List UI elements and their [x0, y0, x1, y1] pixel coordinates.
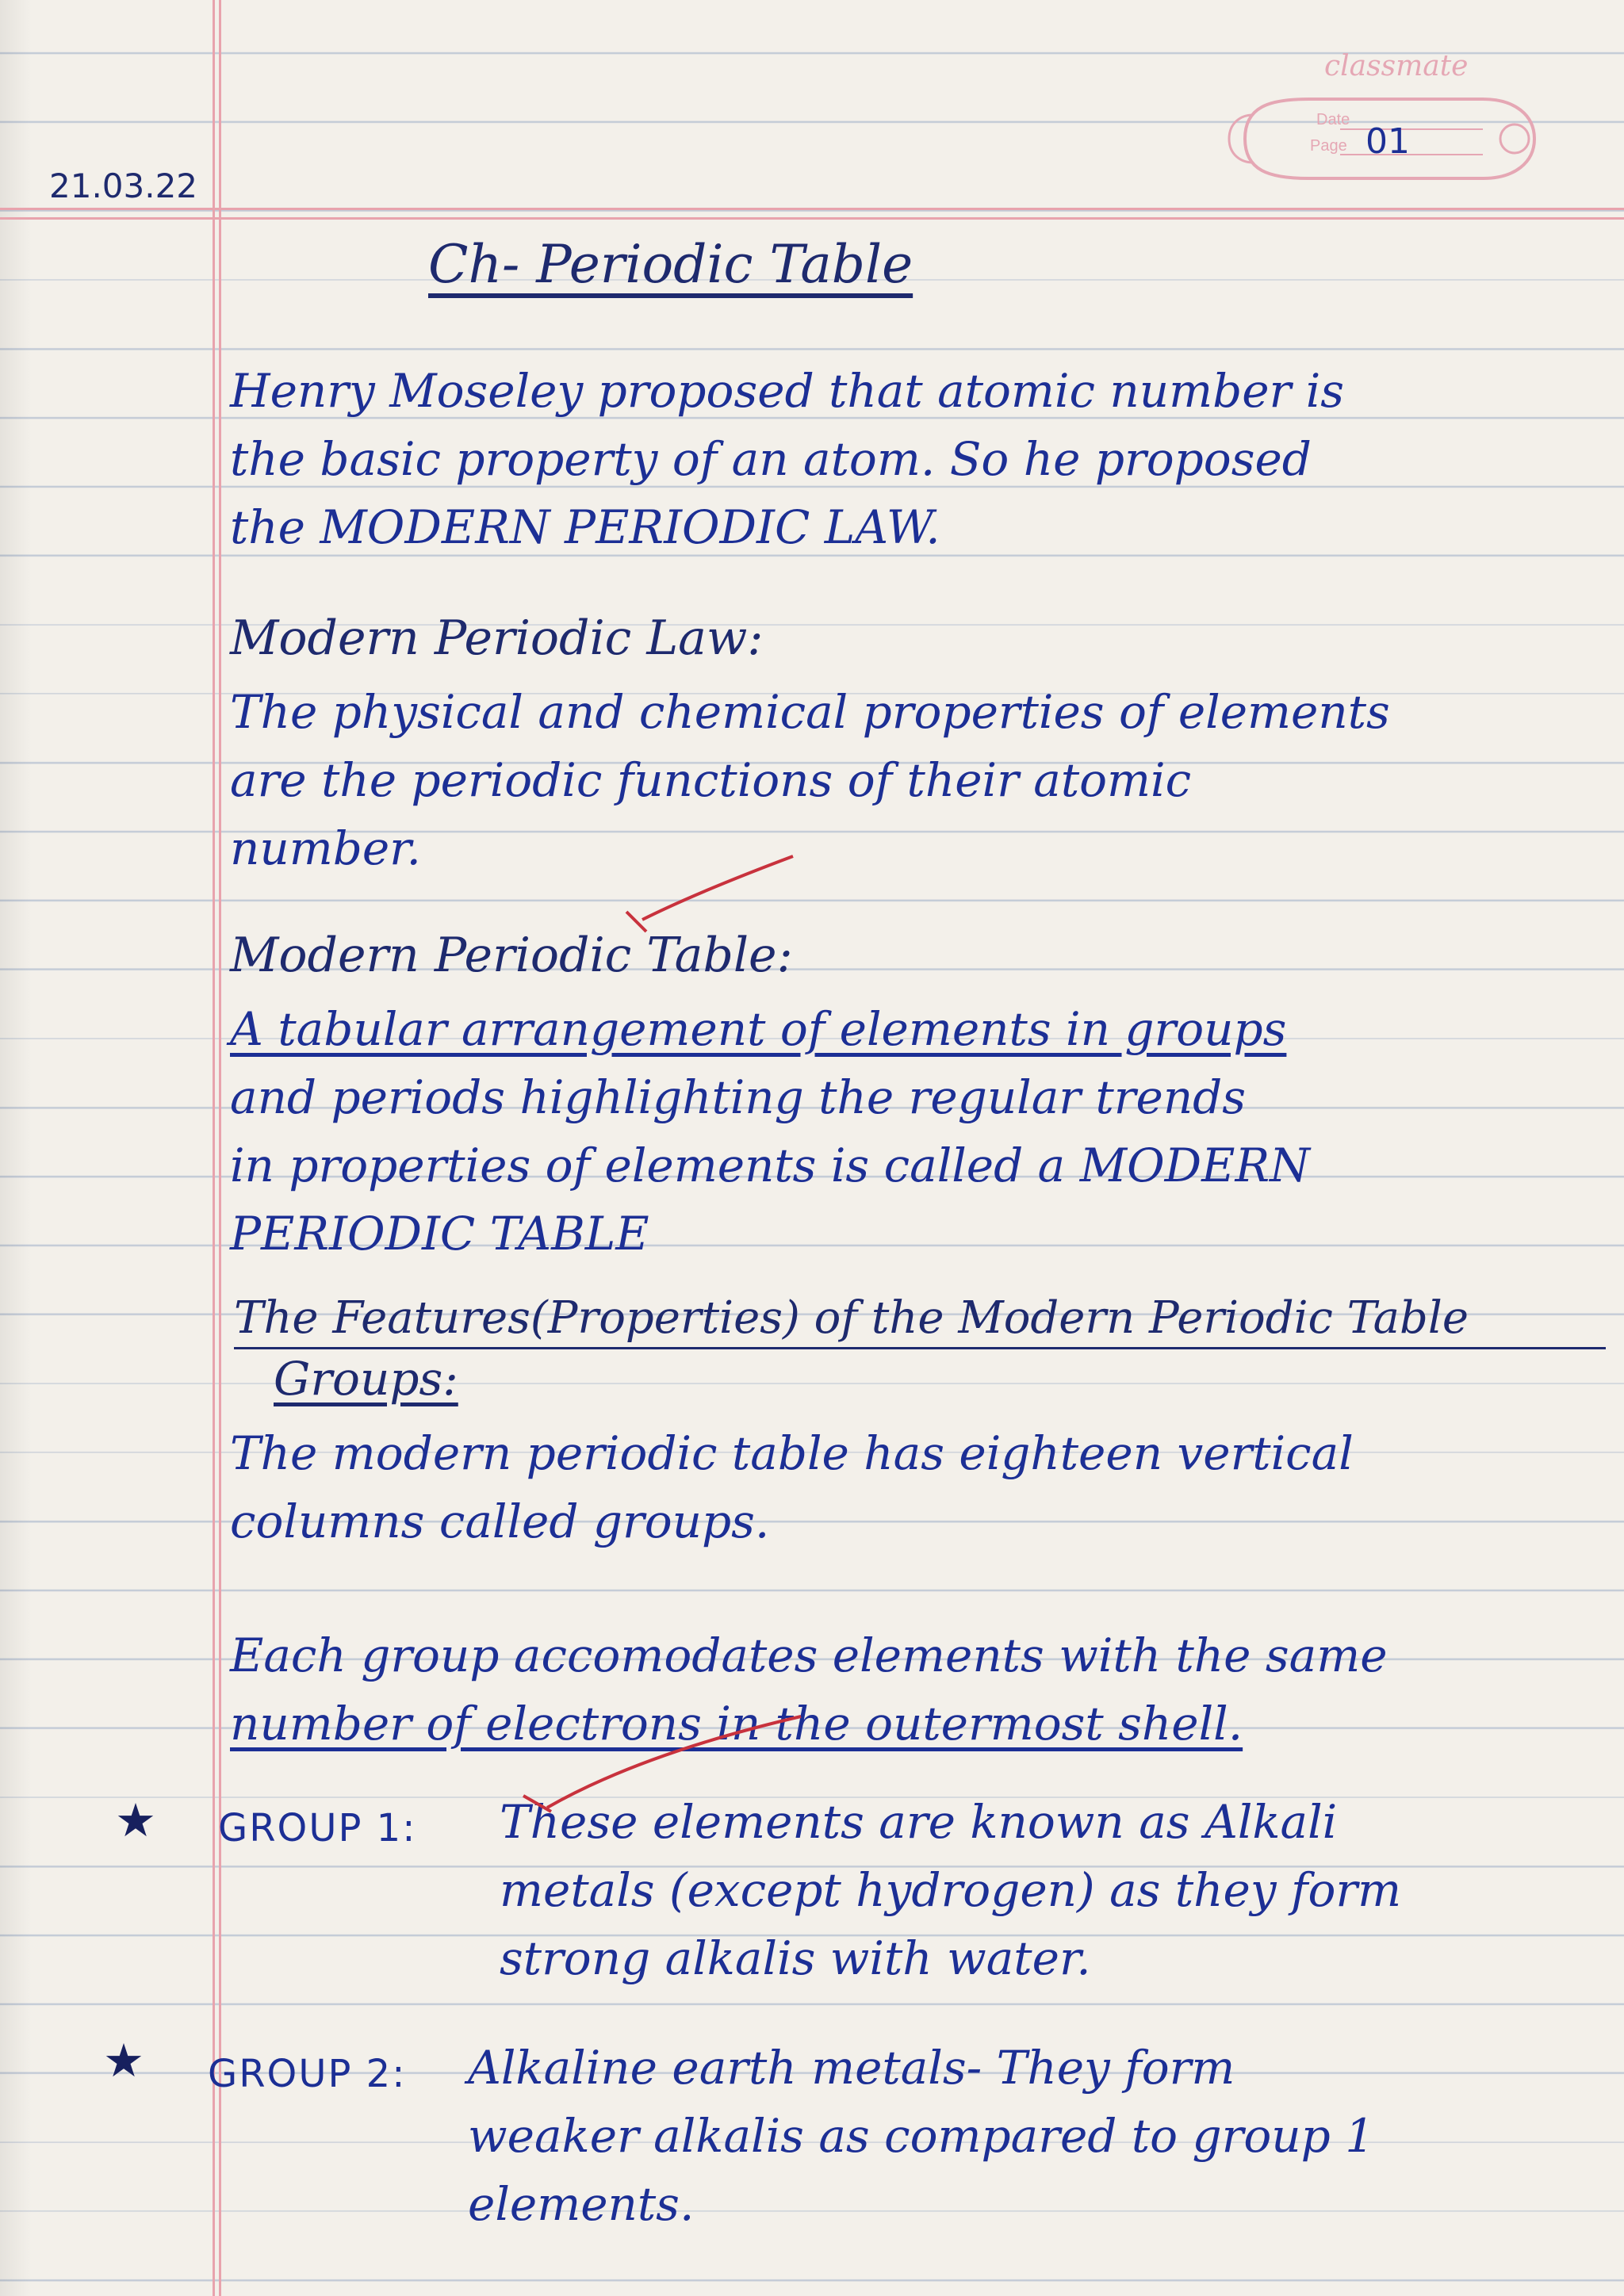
intro-paragraph: [230, 357, 1602, 561]
text-line: Each group accomodates elements with the same: [230, 1628, 1388, 1682]
text-line: are the periodic functions of their atomic: [230, 753, 1192, 807]
page-number: 01: [1365, 121, 1410, 162]
features-heading: The Features(Properties) of the Modern Periodic Table: [234, 1292, 1606, 1349]
margin-line-vertical: [213, 0, 215, 2296]
text-line: weaker alkalis as compared to group 1: [468, 2109, 1375, 2163]
page-edge-shadow: [0, 0, 32, 2296]
note-date: 21.03.22: [49, 166, 198, 205]
margin-line-horizontal-2: [0, 217, 1624, 220]
stamp-date-label: Date: [1316, 111, 1350, 128]
text-line: number.: [230, 821, 421, 875]
margin-line-vertical-2: [219, 0, 221, 2296]
table-heading: Modern Periodic Table:: [230, 928, 793, 983]
text-line: These elements are known as Alkali: [500, 1795, 1338, 1849]
groups-paragraph-1: [230, 1419, 1602, 1556]
text-line: Alkaline earth metals- They form: [468, 2041, 1235, 2095]
star-bullet-icon: ★: [115, 1793, 156, 1847]
text-line: and periods highlighting the regular trends: [230, 1070, 1247, 1124]
text-line: strong alkalis with water.: [500, 1931, 1091, 1985]
law-heading: Modern Periodic Law:: [230, 610, 764, 666]
group-2-label: GROUP 2:: [208, 2052, 407, 2096]
text-line: metals (except hydrogen) as they form: [500, 1863, 1402, 1917]
star-bullet-icon: ★: [103, 2034, 144, 2087]
text-line: The physical and chemical properties of elements: [230, 685, 1390, 739]
group-1-label: GROUP 1:: [218, 1806, 417, 1850]
text-line: elements.: [468, 2177, 695, 2231]
group-2-text: [468, 2034, 1578, 2238]
classmate-stamp: [1221, 44, 1546, 194]
stamp-page-label: Page: [1310, 137, 1347, 155]
text-line: A tabular arrangement of elements in groups: [230, 1002, 1287, 1056]
stamp-brand: classmate: [1324, 50, 1469, 82]
law-paragraph: [230, 678, 1602, 882]
page-title: Ch- Periodic Table: [428, 234, 914, 295]
text-line: in properties of elements is called a MODERN: [230, 1138, 1310, 1192]
groups-paragraph-2: [230, 1621, 1602, 1758]
text-line: the basic property of an atom. So he proposed: [230, 432, 1312, 486]
text-line: PERIODIC TABLE: [230, 1207, 649, 1261]
text-line: the MODERN PERIODIC LAW.: [230, 500, 940, 554]
table-paragraph: [230, 995, 1602, 1268]
margin-line-horizontal: [0, 208, 1624, 210]
text-line: Henry Moseley proposed that atomic number is: [230, 364, 1345, 418]
groups-heading: Groups:: [274, 1352, 458, 1406]
text-line: number of electrons in the outermost shell.: [230, 1697, 1243, 1751]
text-line: The modern periodic table has eighteen vertical: [230, 1426, 1354, 1480]
group-1-text: [500, 1788, 1610, 1992]
text-line: columns called groups.: [230, 1494, 770, 1548]
